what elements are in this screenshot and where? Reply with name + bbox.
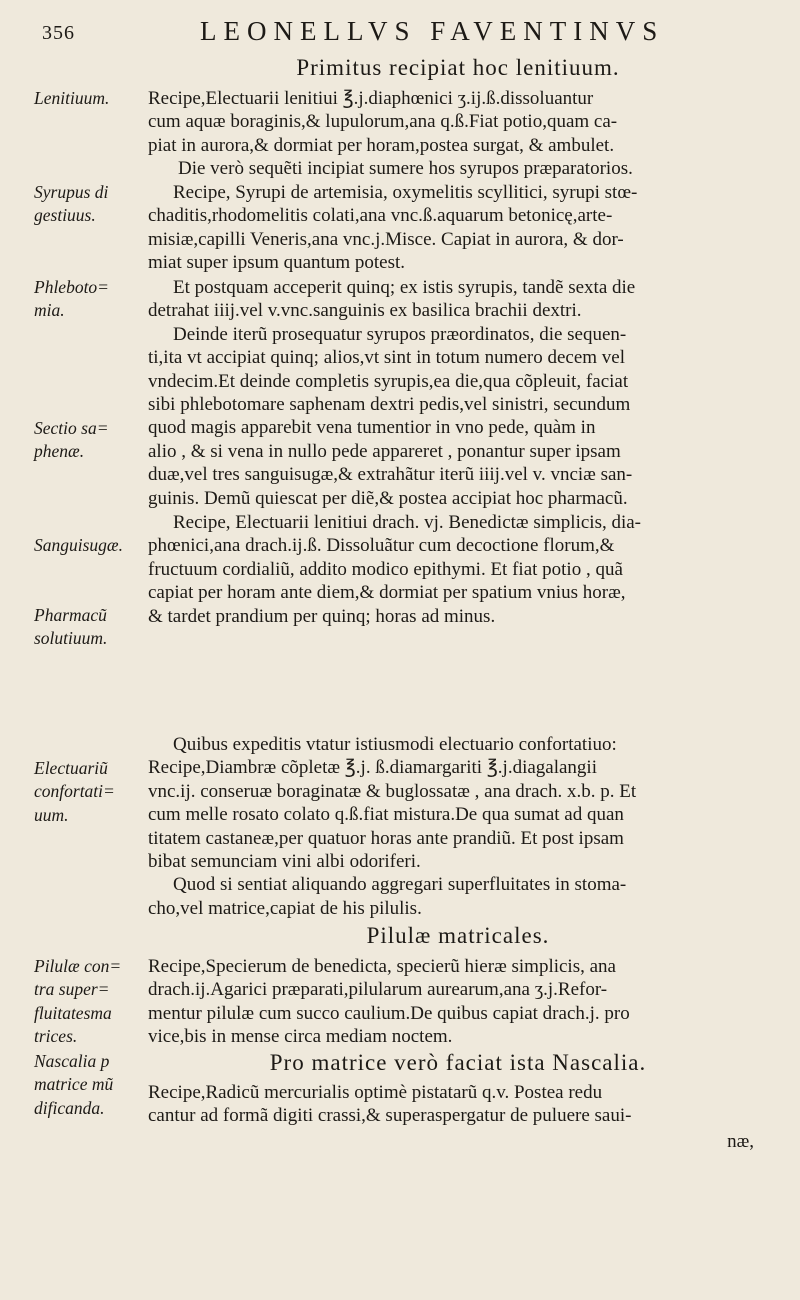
- text-line: capiat per horam ante diem,& dormiat per spatium vnius horæ,: [148, 582, 626, 604]
- marginal-note-sectio: [34, 417, 144, 464]
- paragraph-pilulae: [148, 955, 776, 1049]
- text-line: detrahat iiij.vel v.vnc.sanguinis ex basilica brachii dextri.: [148, 300, 582, 322]
- text-line: Deinde iterũ prosequatur syrupos præordinatos, die sequen-: [173, 323, 627, 345]
- paragraph-electuarium: [148, 733, 776, 920]
- text-line: & tardet prandium per quinq; horas ad minus.: [148, 605, 496, 627]
- marginal-line: Pilulæ con=: [34, 956, 122, 976]
- text-line: miat super ipsum quantum potest.: [148, 252, 406, 274]
- text-line: Quod si sentiat aliquando aggregari superfluitates in stoma-: [173, 874, 627, 896]
- heading-pilulae: Pilulæ matricales.: [366, 923, 550, 948]
- paragraph-pharmacum: [148, 511, 776, 628]
- text-line: ti,ita vt accipiat quinq; alios,vt sint in totum numero decem vel: [148, 347, 626, 369]
- text-line: Die verò sequẽti incipiat sumere hos syrupos præparatorios.: [178, 158, 633, 180]
- marginal-line: Nascalia p: [34, 1051, 110, 1071]
- text-line: misiæ,capilli Veneris,ana vnc.j.Misce. Capiat in aurora, & dor-: [148, 228, 624, 250]
- text-line: phœnici,ana drach.ij.ß. Dissoluãtur cum decoctione florum,&: [148, 535, 615, 557]
- text-line: Quibus expeditis vtatur istiusmodi electuario confortatiuo:: [173, 734, 617, 755]
- text-line: quod magis apparebit vena tumentior in vno pede, quàm in: [148, 417, 596, 439]
- text-line: vice,bis in mense circa mediam noctem.: [148, 1026, 453, 1048]
- marginal-note-sanguisugae: [34, 534, 144, 557]
- paragraph-lenitiuum: [148, 87, 776, 181]
- marginal-line: Pharmacũ: [34, 605, 107, 625]
- text-line: guinis. Demũ quiescat per diẽ,& postea accipiat hoc pharmacũ.: [148, 487, 628, 509]
- marginal-line: Lenitiuum.: [34, 88, 110, 108]
- marginal-note-pilulae: [34, 955, 144, 1049]
- paragraph-syrupus: [148, 181, 776, 275]
- text-line: Recipe, Electuarii lenitiui drach. vj. Benedictæ simplicis, dia-: [173, 512, 642, 533]
- text-line: chaditis,rhodomelitis colati,ana vnc.ß.aquarum betonicę,arte-: [148, 205, 613, 227]
- marginal-line: Phleboto=: [34, 277, 109, 297]
- text-line: Recipe,Specierum de benedicta, specierũ hieræ simplicis, ana: [148, 956, 616, 977]
- text-line: alio , & si vena in nullo pede appareret , ponantur super ipsam: [148, 440, 621, 462]
- text-line: cum aquæ boraginis,& lupulorum,ana q.ß.Fiat potio,quam ca-: [148, 111, 618, 133]
- text-line: fructuum cordialiũ, addito modico epithymi. Et fiat potio , quã: [148, 558, 623, 580]
- text-line: cho,vel matrice,capiat de his pilulis.: [148, 897, 422, 919]
- marginal-line: gestiuus.: [34, 205, 96, 226]
- paragraph-phlebotomia: [148, 276, 776, 510]
- text-line: cantur ad formã digiti crassi,& superaspergatur de puluere saui-: [148, 1105, 632, 1127]
- marginal-line: fluitatesma: [34, 1002, 112, 1023]
- marginal-line: solutiuum.: [34, 628, 108, 649]
- marginal-line: Syrupus di: [34, 182, 109, 202]
- marginal-line: Electuariũ: [34, 758, 108, 778]
- heading-primitus: Primitus recipiat hoc lenitiuum.: [296, 55, 620, 80]
- text-line: mentur pilulæ cum succo caulium.De quibus capiat drach.j. pro: [148, 1002, 630, 1024]
- marginal-line: confortati=: [34, 781, 115, 802]
- marginal-line: Sanguisugæ.: [34, 535, 123, 555]
- heading-nascalia: Pro matrice verò faciat ista Nascalia.: [269, 1050, 647, 1075]
- marginal-line: tra super=: [34, 979, 110, 1000]
- text-line: bibat semunciam vini albi odoriferi.: [148, 851, 421, 873]
- text-line: vnc.ij. conseruæ boraginatæ & buglossatæ , ana drach. x.b. p. Et: [148, 780, 637, 802]
- text-line: cum melle rosato colato q.ß.fiat mistura.De qua sumat ad quan: [148, 804, 624, 826]
- text-line: titatem castaneæ,per quatuor horas ante prandiũ. Et post ipsam: [148, 827, 624, 849]
- marginal-line: Sectio sa=: [34, 418, 109, 438]
- text-line: duæ,vel tres sanguisugæ,& extrahãtur iterũ iiij.vel v. vnciæ san-: [148, 464, 633, 486]
- marginal-note-lenitiuum: [34, 87, 144, 110]
- text-line: Recipe,Electuarii lenitiui ℥.j.diaphœnici ʒ.ij.ß.dissoluantur: [148, 88, 594, 109]
- text-line: Recipe, Syrupi de artemisia, oxymelitis scyllitici, syrupi stœ-: [173, 182, 638, 203]
- text-line: sibi phlebotomare saphenam dextri pedis,vel sinistri, secundum: [148, 394, 631, 416]
- page-number: 356: [42, 22, 75, 44]
- marginal-line: phenæ.: [34, 441, 85, 462]
- marginal-note-syrupus: [34, 181, 144, 228]
- marginal-line: mia.: [34, 300, 65, 321]
- marginal-line: uum.: [34, 804, 69, 825]
- running-title: LEONELLVS FAVENTINVS: [200, 16, 665, 46]
- marginal-line: dificanda.: [34, 1097, 105, 1118]
- text-line: piat in aurora,& dormiat per horam,postea surgat, & ambulet.: [148, 134, 615, 156]
- text-line: Recipe,Radicũ mercurialis optimè pistatarũ q.v. Postea redu: [148, 1082, 603, 1103]
- marginal-note-nascalia: [34, 1050, 144, 1120]
- marginal-line: trices.: [34, 1026, 78, 1047]
- text-line: Recipe,Diambræ cõpletæ ℥.j. ß.diamargariti ℥.j.diagalangii: [148, 757, 597, 779]
- text-line: drach.ij.Agarici præparati,pilularum aurearum,ana ʒ.j.Refor-: [148, 979, 608, 1001]
- marginal-note-electuarium: [34, 757, 144, 827]
- marginal-note-pharmacum: [34, 604, 144, 651]
- marginal-note-phlebotomia: [34, 276, 144, 323]
- marginal-line: matrice mũ: [34, 1074, 114, 1095]
- text-line: Et postquam acceperit quinq; ex istis syrupis, tandẽ sexta die: [173, 277, 636, 298]
- catchword: næ,: [727, 1131, 754, 1152]
- page-header: [30, 14, 770, 54]
- text-line: vndecim.Et deinde completis syrupis,ea die,qua cõpleuit, faciat: [148, 370, 629, 392]
- paragraph-nascalia: [148, 1081, 776, 1128]
